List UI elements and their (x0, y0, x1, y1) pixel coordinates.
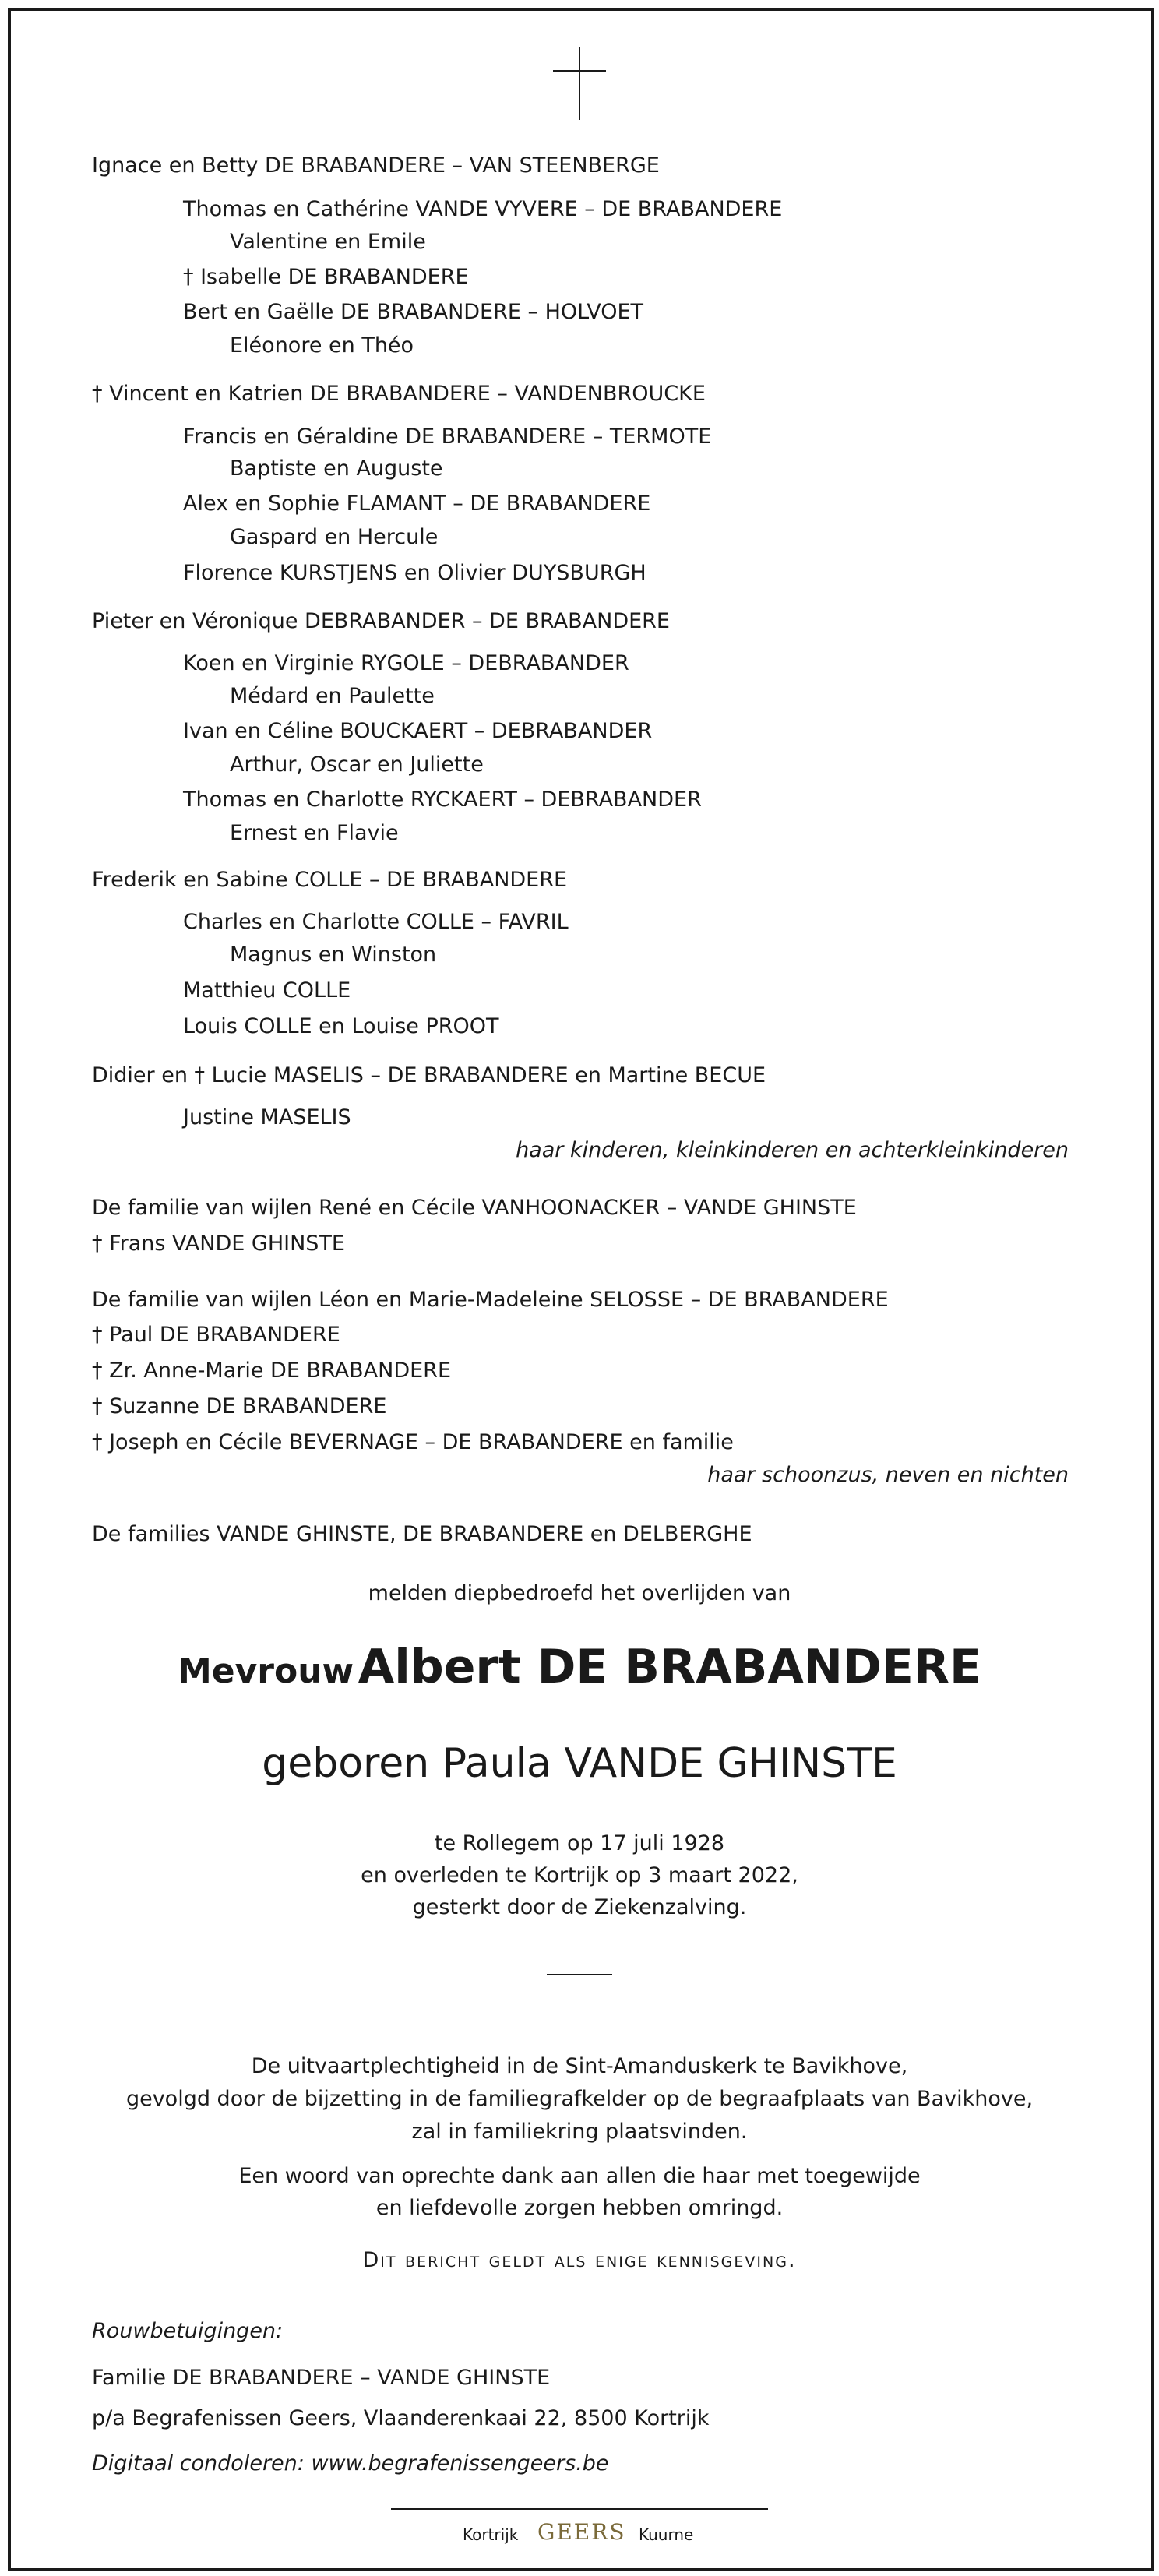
family-line: Florence KURSTJENS en Olivier DUYSBURGH (183, 561, 646, 585)
divider (547, 1974, 612, 1975)
family-line: Ignace en Betty DE BRABANDERE – VAN STEENBERGE (92, 153, 660, 178)
geers-logo: GEERS (537, 2519, 626, 2545)
family-line: † Vincent en Katrien DE BRABANDERE – VANDENBROUCKE (92, 382, 706, 406)
family-line: † Zr. Anne-Marie DE BRABANDERE (92, 1358, 452, 1383)
family-line: Médard en Paulette (230, 684, 435, 708)
family-line: Didier en † Lucie MASELIS – DE BRABANDERE en Martine BECUE (92, 1063, 766, 1087)
family-line: Ivan en Céline BOUCKAERT – DEBRABANDER (183, 719, 653, 743)
footer-location-left: Kortrijk (463, 2525, 519, 2544)
family-line: De families VANDE GHINSTE, DE BRABANDERE en DELBERGHE (92, 1522, 752, 1546)
family-line: Francis en Géraldine DE BRABANDERE – TERMOTE (183, 425, 712, 449)
cross-icon (553, 47, 606, 120)
thanks-line: en liefdevolle zorgen hebben omringd. (375, 2196, 784, 2220)
funeral-line: zal in familiekring plaatsvinden. (411, 2120, 748, 2144)
family-line: † Joseph en Cécile BEVERNAGE – DE BRABANDERE en familie (92, 1430, 734, 1454)
family-line: Pieter en Véronique DEBRABANDER – DE BRABANDERE (92, 609, 670, 633)
family-line: Eléonore en Théo (230, 333, 414, 358)
family-line: Valentine en Emile (230, 230, 426, 254)
family-line: † Paul DE BRABANDERE (92, 1323, 340, 1347)
family-line: Magnus en Winston (230, 943, 437, 967)
condolences-website: Digitaal condoleren: www.begrafenissengeers.be (92, 2451, 609, 2476)
announcement: melden diepbedroefd het overlijden van (368, 1581, 791, 1605)
funeral-line: gevolgd door de bijzetting in de familiegrafkelder op de begraafplaats van Bavikhove, (125, 2087, 1034, 2111)
family-line: De familie van wijlen Léon en Marie-Madeleine SELOSSE – DE BRABANDERE (92, 1288, 889, 1312)
family-line: Ernest en Flavie (230, 821, 399, 845)
family-line: Louis COLLE en Louise PROOT (183, 1014, 499, 1038)
condolences-heading: Rouwbetuigingen: (92, 2319, 284, 2343)
family-line: Baptiste en Auguste (230, 456, 443, 481)
detail-line: gesterkt door de Ziekenzalving. (412, 1895, 747, 1919)
family-line: Thomas en Cathérine VANDE VYVERE – DE BRABANDERE (183, 197, 783, 221)
family-line: De familie van wijlen René en Cécile VANHOONACKER – VANDE GHINSTE (92, 1196, 857, 1220)
family-line: Alex en Sophie FLAMANT – DE BRABANDERE (183, 492, 651, 516)
funeral-line: De uitvaartplechtigheid in de Sint-Amanduskerk te Bavikhove, (251, 2054, 908, 2078)
family-line: Arthur, Oscar en Juliette (230, 752, 484, 777)
family-line: Gaspard en Hercule (230, 525, 439, 549)
condolences-address: p/a Begrafenissen Geers, Vlaanderenkaai 22, 8500 Kortrijk (92, 2406, 710, 2430)
family-summary: haar kinderen, kleinkinderen en achterkleinkinderen (516, 1138, 1069, 1162)
family-line: Bert en Gaëlle DE BRABANDERE – HOLVOET (183, 300, 644, 324)
family-line: Frederik en Sabine COLLE – DE BRABANDERE (92, 868, 568, 892)
family-line: † Isabelle DE BRABANDERE (183, 265, 469, 289)
detail-line: en overleden te Kortrijk op 3 maart 2022, (361, 1863, 798, 1887)
family-line: Thomas en Charlotte RYCKAERT – DEBRABANDER (183, 788, 702, 812)
family-line: Charles en Charlotte COLLE – FAVRIL (183, 910, 569, 934)
family-line: Matthieu COLLE (183, 978, 351, 1003)
footer-divider (391, 2508, 768, 2510)
notice: Dit bericht geldt als enige kennisgeving. (362, 2248, 797, 2272)
deceased-prefix: Mevrouw (177, 1651, 354, 1691)
deceased-name (0, 1640, 1159, 1694)
family-line: Justine MASELIS (183, 1105, 351, 1129)
thanks-line: Een woord van oprechte dank aan allen die haar met toegewijde (238, 2164, 921, 2188)
footer-location-right: Kuurne (639, 2525, 694, 2544)
family-line: † Suzanne DE BRABANDERE (92, 1394, 387, 1418)
family-line: † Frans VANDE GHINSTE (92, 1232, 345, 1256)
condolences-family: Familie DE BRABANDERE – VANDE GHINSTE (92, 2366, 551, 2390)
deceased-full-name: Albert DE BRABANDERE (358, 1640, 981, 1694)
deceased-birth-name: geboren Paula VANDE GHINSTE (262, 1740, 897, 1787)
family-summary: haar schoonzus, neven en nichten (707, 1463, 1069, 1487)
family-line: Koen en Virginie RYGOLE – DEBRABANDER (183, 651, 629, 675)
detail-line: te Rollegem op 17 juli 1928 (434, 1831, 725, 1855)
